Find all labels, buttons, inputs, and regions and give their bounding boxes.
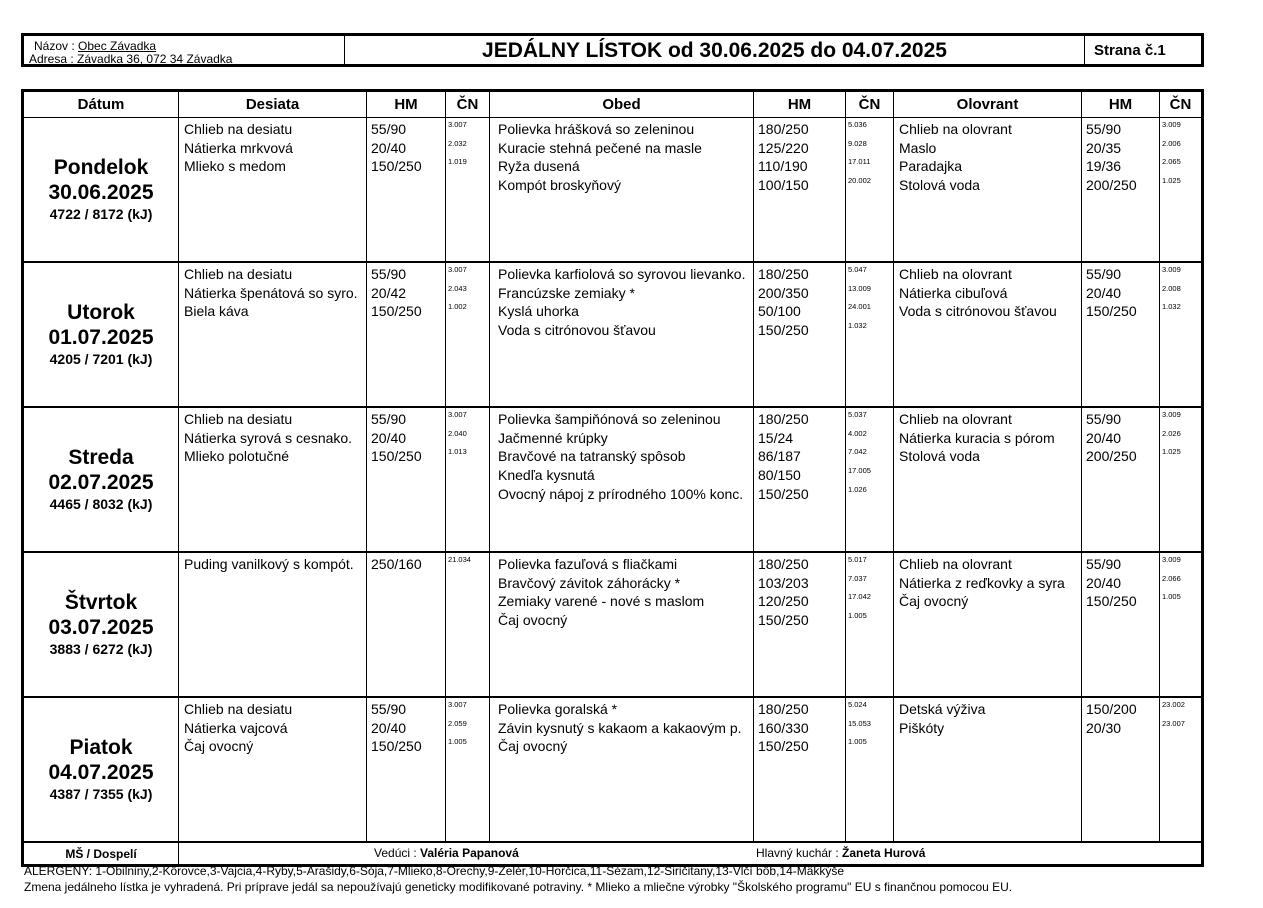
obed-weights (754, 697, 846, 842)
chef-label: Hlavný kuchár : (756, 846, 843, 860)
list-item: Polievka šampiňónová so zeleninou (498, 411, 721, 427)
list-item: 2.026 (1162, 428, 1181, 438)
list-item: Chlieb na desiatu (184, 701, 293, 717)
list-item: 3.009 (1162, 410, 1181, 419)
day-energy: 4387 / 7355 (kJ) (49, 786, 153, 802)
obed-weights (754, 552, 846, 697)
desiata-items-list (179, 553, 366, 574)
olovrant-codes (1160, 552, 1203, 697)
desiata-items (179, 697, 367, 842)
list-item: 55/90 (1086, 121, 1122, 137)
obed-codes (846, 552, 894, 697)
chef (756, 846, 925, 860)
desiata-items (179, 262, 367, 407)
day-date: 04.07.2025 (48, 761, 154, 784)
col-date: Dátum (23, 91, 179, 118)
col-hm-desiata: HM (367, 91, 446, 118)
olovrant-items (894, 118, 1082, 263)
list-item: Piškóty (899, 719, 945, 736)
list-item: 3.009 (1162, 120, 1181, 129)
olovrant-items (894, 407, 1082, 552)
list-item: 150/250 (371, 738, 422, 755)
list-item: 1.013 (448, 447, 467, 457)
menu-table (21, 89, 1204, 867)
obed-weights (754, 118, 846, 263)
group-label: MŠ / Dospelí (23, 842, 179, 866)
list-item: 200/250 (1086, 448, 1137, 465)
olovrant-items (894, 552, 1082, 697)
list-item: 1.025 (1162, 447, 1181, 457)
list-item: 3.007 (448, 265, 467, 274)
olovrant-items-list (894, 408, 1081, 466)
list-item: Závin kysnutý s kakaom a kakaovým p. (498, 719, 742, 736)
name-label: Názov : (34, 39, 79, 53)
list-item: 110/190 (758, 158, 808, 175)
facility-info (24, 36, 345, 64)
list-item: 5.036 (848, 120, 867, 129)
day-cell (23, 697, 179, 842)
list-item: 160/330 (758, 719, 809, 736)
list-item: 86/187 (758, 448, 801, 465)
obed-codes (846, 407, 894, 552)
olovrant-weights (1082, 552, 1160, 697)
list-item: 180/250 (758, 266, 809, 282)
olovrant-codes-list (1160, 553, 1201, 610)
list-item: 5.037 (848, 410, 867, 419)
olovrant-weights-list (1082, 553, 1159, 611)
day-date: 01.07.2025 (48, 326, 154, 349)
day-energy: 4205 / 7201 (kJ) (49, 351, 153, 367)
list-item: Nátierka vajcová (184, 719, 288, 736)
list-item: Nátierka cibuľová (899, 284, 1008, 301)
table-header-row (23, 91, 1203, 118)
list-item: Bravčové na tatranský spôsob (498, 448, 686, 465)
list-item: 50/100 (758, 303, 801, 320)
facility-address (29, 52, 232, 66)
address-value: Závadka 36, 072 34 Závadka (77, 52, 233, 66)
list-item: Stolová voda (899, 177, 980, 194)
obed-codes (846, 262, 894, 407)
obed-weights (754, 407, 846, 552)
list-item: Kuracie stehná pečené na masle (498, 139, 702, 156)
list-item: 2.065 (1162, 157, 1181, 167)
list-item: Čaj ovocný (184, 738, 254, 755)
table-row (23, 262, 1203, 407)
desiata-items-list (179, 118, 366, 176)
obed-weights-list (754, 698, 845, 756)
day-cell (23, 118, 179, 263)
list-item: 55/90 (371, 411, 407, 427)
list-item: Nátierka kuracia s pórom (899, 429, 1055, 446)
desiata-codes-list (446, 408, 489, 465)
table-row (23, 407, 1203, 552)
obed-items (490, 407, 754, 552)
list-item: 1.005 (848, 611, 867, 621)
desiata-weights-list (367, 553, 445, 574)
desiata-codes-list (446, 263, 489, 320)
list-item: 180/250 (758, 411, 809, 427)
chef-name: Žaneta Hurová (842, 846, 926, 860)
desiata-codes-list (446, 698, 489, 755)
obed-weights-list (754, 118, 845, 195)
list-item: Chlieb na desiatu (184, 411, 293, 427)
list-item: Čaj ovocný (498, 738, 568, 755)
table-row (23, 552, 1203, 697)
list-item: 7.042 (848, 447, 867, 457)
obed-codes-list (846, 408, 893, 502)
list-item: 150/200 (1086, 701, 1137, 717)
list-item: Nátierka mrkvová (184, 139, 293, 156)
list-item: 200/350 (758, 284, 809, 301)
obed-items-list (490, 263, 753, 340)
list-item: 55/90 (1086, 266, 1122, 282)
olovrant-items-list (894, 553, 1081, 611)
list-item: Ryža dusená (498, 158, 580, 175)
olovrant-codes (1160, 697, 1203, 842)
olovrant-items (894, 262, 1082, 407)
col-cn-obed: ČN (846, 91, 894, 118)
desiata-codes (446, 697, 490, 842)
name-value: Obec Závadka (78, 39, 157, 53)
desiata-codes-list (446, 118, 489, 175)
leader-label: Vedúci : (374, 846, 421, 860)
day-date: 03.07.2025 (48, 616, 154, 639)
day-energy: 4465 / 8032 (kJ) (49, 496, 153, 512)
table-row (23, 697, 1203, 842)
list-item: Chlieb na desiatu (184, 266, 293, 282)
disclaimer-note: Zmena jedálneho lístka je vyhradená. Pri príprave jedál sa nepoužívajú geneticky modifikované potraviny. * Mlieko a mliečne výrobky "Školského programu" EU s finančnou pomocou EU. (24, 880, 1013, 894)
day-name: Streda (68, 446, 134, 469)
obed-codes (846, 697, 894, 842)
list-item: Polievka goralská * (498, 701, 618, 717)
list-item: 150/250 (371, 303, 422, 320)
desiata-weights (367, 407, 446, 552)
list-item: Stolová voda (899, 448, 980, 465)
obed-items (490, 697, 754, 842)
list-item: Chlieb na olovrant (899, 121, 1012, 137)
obed-items (490, 552, 754, 697)
list-item: 180/250 (758, 121, 809, 137)
list-item: 80/150 (758, 467, 801, 484)
list-item: 13.009 (848, 283, 871, 293)
day-name: Štvrtok (64, 591, 138, 614)
list-item: 103/203 (758, 574, 809, 591)
list-item: 1.019 (448, 157, 467, 167)
list-item: Nátierka syrová s cesnako. (184, 429, 353, 446)
list-item: 1.002 (448, 302, 467, 312)
list-item: Puding vanilkový s kompót. (184, 556, 354, 572)
list-item: 20/40 (1086, 574, 1122, 591)
olovrant-weights (1082, 262, 1160, 407)
obed-items-list (490, 553, 753, 630)
olovrant-codes (1160, 262, 1203, 407)
olovrant-weights (1082, 407, 1160, 552)
day-name: Utorok (67, 301, 135, 324)
day-date: 30.06.2025 (48, 181, 154, 204)
desiata-weights (367, 552, 446, 697)
list-item: Bravčový závitok záhorácky * (498, 574, 681, 591)
list-item: Paradajka (899, 158, 963, 175)
list-item: 20.002 (848, 176, 871, 186)
olovrant-codes-list (1160, 698, 1201, 736)
list-item: Ovocný nápoj z prírodného 100% konc. (498, 485, 744, 502)
desiata-items (179, 407, 367, 552)
list-item: 150/250 (1086, 303, 1137, 320)
list-item: Chlieb na olovrant (899, 266, 1012, 282)
list-item: 150/250 (1086, 593, 1137, 610)
list-item: Zemiaky varené - nové s maslom (498, 593, 705, 610)
obed-items (490, 262, 754, 407)
list-item: Chlieb na olovrant (899, 411, 1012, 427)
list-item: 19/36 (1086, 158, 1122, 175)
col-obed: Obed (490, 91, 754, 118)
list-item: 1.005 (848, 737, 867, 747)
list-item: 7.037 (848, 573, 867, 583)
list-item: 2.008 (1162, 283, 1181, 293)
col-cn-olovrant: ČN (1160, 91, 1203, 118)
list-item: 20/40 (371, 719, 407, 736)
list-item: Biela káva (184, 303, 249, 320)
list-item: 15/24 (758, 429, 794, 446)
desiata-weights-list (367, 408, 445, 466)
list-item: 20/42 (371, 284, 407, 301)
list-item: 20/40 (1086, 284, 1122, 301)
list-item: Polievka hrášková so zeleninou (498, 121, 695, 137)
obed-codes-list (846, 118, 893, 194)
list-item: 55/90 (371, 121, 407, 137)
list-item: 55/90 (1086, 556, 1122, 572)
list-item: 55/90 (371, 266, 407, 282)
list-item: 120/250 (758, 593, 809, 610)
list-item: Mlieko polotučné (184, 448, 290, 465)
list-item: 2.032 (448, 138, 467, 148)
day-name: Piatok (69, 736, 133, 759)
list-item: 20/40 (371, 429, 407, 446)
list-item: Polievka karfiolová so syrovou lievanko. (498, 266, 746, 282)
olovrant-items-list (894, 698, 1081, 737)
list-item: 5.024 (848, 700, 867, 709)
list-item: 3.007 (448, 700, 467, 709)
list-item: 17.011 (848, 157, 871, 167)
list-item: 55/90 (1086, 411, 1122, 427)
list-item: 150/250 (758, 485, 809, 502)
desiata-codes (446, 118, 490, 263)
olovrant-codes (1160, 118, 1203, 263)
list-item: 20/30 (1086, 719, 1122, 736)
olovrant-weights (1082, 697, 1160, 842)
desiata-weights (367, 697, 446, 842)
desiata-codes (446, 407, 490, 552)
col-cn-desiata: ČN (446, 91, 490, 118)
list-item: 100/150 (758, 177, 809, 194)
list-item: Kyslá uhorka (498, 303, 579, 320)
list-item: Mlieko s medom (184, 158, 286, 175)
table-row (23, 118, 1203, 263)
obed-weights (754, 262, 846, 407)
obed-weights-list (754, 553, 845, 630)
allergens-note: ALERGÉNY: 1-Obilniny,2-Kôrovce,3-Vajcia,4-Ryby,5-Arašidy,6-Sója,7-Mlieko,8-Orechy,9-Zelér,10-Horčica,11-Sézam,12-Siričitany,13-Vlčí bôb,14-Mäkkýše (24, 864, 845, 878)
list-item: 23.007 (1162, 718, 1185, 728)
day-energy: 3883 / 6272 (kJ) (49, 641, 153, 657)
list-item: Knedľa kysnutá (498, 467, 595, 484)
day-date: 02.07.2025 (48, 471, 154, 494)
list-item: Nátierka špenátová so syro. (184, 284, 358, 301)
document-header (21, 33, 1204, 67)
list-item: 1.032 (848, 321, 867, 331)
list-item: 180/250 (758, 701, 809, 717)
desiata-items-list (179, 698, 366, 756)
list-item: 150/250 (758, 612, 809, 629)
leader (374, 846, 519, 860)
day-cell (23, 262, 179, 407)
list-item: Francúzske zemiaky * (498, 284, 635, 301)
col-desiata: Desiata (179, 91, 367, 118)
list-item: 1.032 (1162, 302, 1181, 312)
list-item: 2.066 (1162, 573, 1181, 583)
olovrant-weights-list (1082, 408, 1159, 466)
list-item: 2.006 (1162, 138, 1181, 148)
list-item: 23.002 (1162, 700, 1185, 709)
list-item: 150/250 (371, 448, 422, 465)
signatures (179, 842, 1203, 866)
list-item: 5.047 (848, 265, 867, 274)
obed-weights-list (754, 408, 845, 503)
list-item: 2.043 (448, 283, 467, 293)
olovrant-weights-list (1082, 263, 1159, 321)
olovrant-items-list (894, 263, 1081, 321)
desiata-items-list (179, 263, 366, 321)
list-item: 3.007 (448, 410, 467, 419)
list-item: 21.034 (448, 555, 471, 564)
desiata-weights (367, 262, 446, 407)
obed-items (490, 118, 754, 263)
obed-codes-list (846, 698, 893, 755)
olovrant-codes-list (1160, 263, 1201, 320)
olovrant-items (894, 697, 1082, 842)
desiata-codes-list (446, 553, 489, 573)
olovrant-codes (1160, 407, 1203, 552)
list-item: 1.005 (1162, 592, 1181, 602)
list-item: 20/40 (371, 139, 407, 156)
list-item: 1.025 (1162, 176, 1181, 186)
desiata-weights-list (367, 263, 445, 321)
obed-weights-list (754, 263, 845, 340)
day-name: Pondelok (53, 156, 149, 179)
olovrant-weights-list (1082, 698, 1159, 737)
desiata-items (179, 118, 367, 263)
col-olovrant: Olovrant (894, 91, 1082, 118)
list-item: Chlieb na desiatu (184, 121, 293, 137)
list-item: 1.026 (848, 484, 867, 494)
day-energy: 4722 / 8172 (kJ) (49, 206, 153, 222)
list-item: 3.007 (448, 120, 467, 129)
desiata-items-list (179, 408, 366, 466)
list-item: 55/90 (371, 701, 407, 717)
list-item: 150/250 (758, 322, 809, 339)
list-item: Kompót broskyňový (498, 177, 621, 194)
obed-codes-list (846, 263, 893, 339)
list-item: 250/160 (371, 556, 422, 572)
list-item: 4.002 (848, 428, 867, 438)
day-cell (23, 552, 179, 697)
list-item: Maslo (899, 139, 937, 156)
page-number: Strana č.1 (1084, 36, 1204, 64)
list-item: Čaj ovocný (899, 593, 969, 610)
olovrant-items-list (894, 118, 1081, 195)
list-item: Polievka fazuľová s fliačkami (498, 556, 678, 572)
list-item: 20/35 (1086, 139, 1122, 156)
list-item: Voda s citrónovou šťavou (498, 322, 656, 339)
list-item: 150/250 (371, 158, 422, 175)
desiata-weights (367, 118, 446, 263)
desiata-codes (446, 262, 490, 407)
obed-codes-list (846, 553, 893, 629)
list-item: Voda s citrónovou šťavou (899, 303, 1057, 320)
olovrant-weights-list (1082, 118, 1159, 195)
leader-name: Valéria Papanová (420, 846, 519, 860)
desiata-items (179, 552, 367, 697)
list-item: 125/220 (758, 139, 809, 156)
list-item: 3.009 (1162, 555, 1181, 564)
desiata-codes (446, 552, 490, 697)
list-item: 15.053 (848, 718, 871, 728)
list-item: 2.040 (448, 428, 467, 438)
obed-codes (846, 118, 894, 263)
list-item: 150/250 (758, 738, 809, 755)
list-item: Nátierka z reďkovky a syra (899, 574, 1065, 591)
footer-row (23, 842, 1203, 866)
obed-items-list (490, 118, 753, 195)
document-title: JEDÁLNY LÍSTOK od 30.06.2025 do 04.07.2025 (482, 39, 947, 62)
facility-name (34, 39, 156, 53)
list-item: 1.005 (448, 737, 467, 747)
olovrant-codes-list (1160, 408, 1201, 465)
col-hm-olovrant: HM (1082, 91, 1160, 118)
list-item: 17.005 (848, 466, 871, 476)
list-item: Detská výživa (899, 701, 986, 717)
list-item: 9.028 (848, 138, 867, 148)
obed-items-list (490, 698, 753, 756)
list-item: 20/40 (1086, 429, 1122, 446)
list-item: 24.001 (848, 302, 871, 312)
list-item: 200/250 (1086, 177, 1137, 194)
list-item: Čaj ovocný (498, 612, 568, 629)
day-cell (23, 407, 179, 552)
list-item: 2.059 (448, 718, 467, 728)
desiata-weights-list (367, 698, 445, 756)
obed-items-list (490, 408, 753, 503)
olovrant-codes-list (1160, 118, 1201, 194)
list-item: 180/250 (758, 556, 809, 572)
desiata-weights-list (367, 118, 445, 176)
list-item: Chlieb na olovrant (899, 556, 1012, 572)
list-item: 17.042 (848, 592, 871, 602)
list-item: 5.017 (848, 555, 867, 564)
address-label: Adresa : (29, 52, 78, 66)
list-item: Jačmenné krúpky (498, 429, 608, 446)
list-item: 3.009 (1162, 265, 1181, 274)
olovrant-weights (1082, 118, 1160, 263)
col-hm-obed: HM (754, 91, 846, 118)
